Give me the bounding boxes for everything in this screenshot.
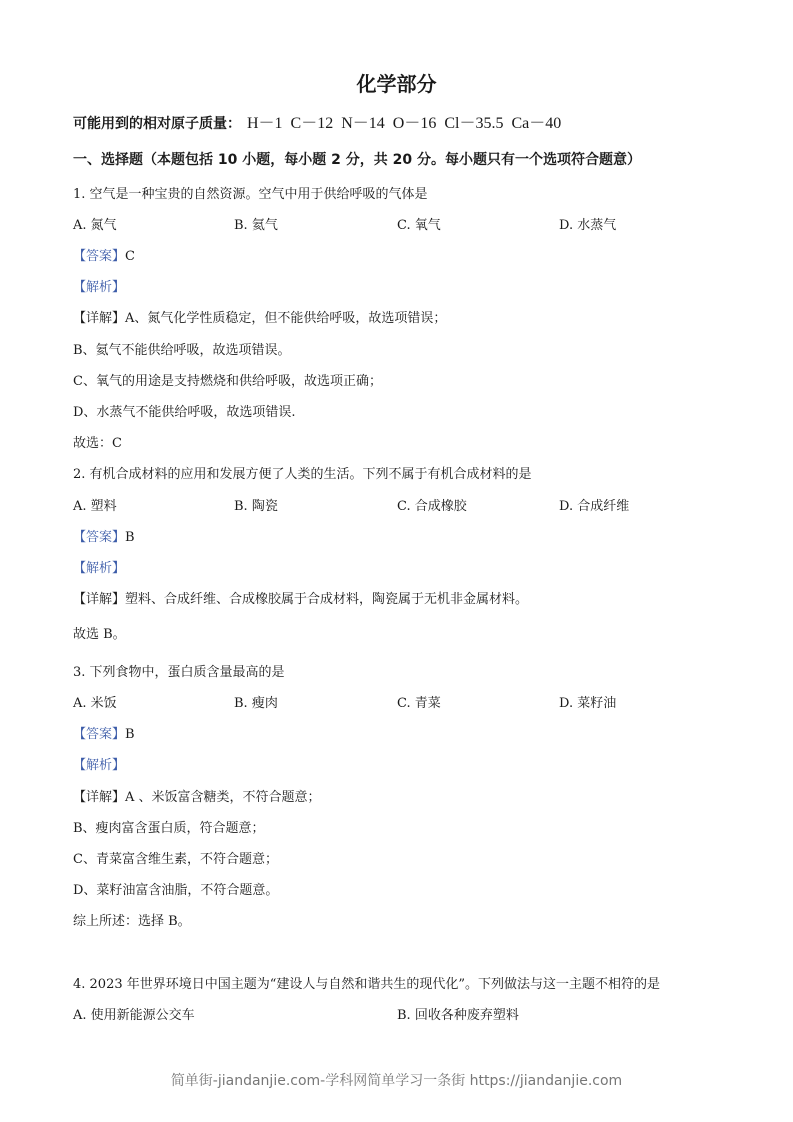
answer-tag: 【答案】 bbox=[73, 249, 126, 264]
q4-option-a: A. 使用新能源公交车 bbox=[73, 1008, 195, 1023]
atomic-masses-values: H－1 C－12 N－14 O－16 Cl－35.5 Ca－40 bbox=[247, 115, 562, 132]
q2-analysis-tag: 【解析】 bbox=[73, 561, 126, 576]
q3-detail-line: B、瘦肉富含蛋白质，符合题意； bbox=[73, 821, 265, 836]
q2-detail-text: 塑料、合成纤维、合成橡胶属于合成材料，陶瓷属于无机非金属材料。 bbox=[125, 592, 529, 607]
section-heading: 一、选择题（本题包括 10 小题，每小题 2 分，共 20 分。每小题只有一个选项符合题意） bbox=[73, 152, 641, 168]
q1-stem: 1. 空气是一种宝贵的自然资源。空气中用于供给呼吸的气体是 bbox=[73, 187, 428, 202]
q2-answer-value: B bbox=[125, 530, 135, 545]
q1-detail-text: A、氮气化学性质稳定，但不能供给呼吸，故选项错误； bbox=[125, 311, 447, 326]
detail-tag: 【详解】 bbox=[73, 311, 126, 326]
q3-option-c: C. 青菜 bbox=[397, 696, 441, 711]
detail-tag: 【详解】 bbox=[73, 592, 126, 607]
q3-stem: 3. 下列食物中，蛋白质含量最高的是 bbox=[73, 665, 285, 680]
q3-detail bbox=[73, 786, 321, 805]
q1-detail-line: D、水蒸气不能供给呼吸，故选项错误. bbox=[73, 405, 296, 420]
q1-answer bbox=[73, 245, 135, 264]
q4-stem: 4. 2023 年世界环境日中国主题为“建设人与自然和谐共生的现代化”。下列做法与这一主题不相符的是 bbox=[73, 977, 661, 992]
page-title: 化学部分 bbox=[356, 72, 437, 96]
q1-option-b: B. 氦气 bbox=[234, 218, 278, 233]
q2-stem: 2. 有机合成材料的应用和发展方便了人类的生活。下列不属于有机合成材料的是 bbox=[73, 467, 532, 482]
footer-watermark: 简单街-jiandanjie.com-学科网简单学习一条街 https://jiandanjie.com bbox=[170, 1073, 623, 1089]
answer-tag: 【答案】 bbox=[73, 727, 126, 742]
q3-option-a: A. 米饭 bbox=[73, 696, 117, 711]
q3-option-d: D. 菜籽油 bbox=[559, 696, 617, 711]
q2-option-a: A. 塑料 bbox=[73, 499, 117, 514]
q3-answer bbox=[73, 723, 135, 742]
q3-option-b: B. 瘦肉 bbox=[234, 696, 278, 711]
q3-answer-value: B bbox=[125, 727, 135, 742]
q3-detail-text: A 、米饭富含糖类，不符合题意； bbox=[125, 790, 321, 805]
q2-option-c: C. 合成橡胶 bbox=[397, 499, 467, 514]
q1-detail-line: C、氧气的用途是支持燃烧和供给呼吸，故选项正确； bbox=[73, 374, 382, 389]
q1-option-c: C. 氧气 bbox=[397, 218, 441, 233]
q2-answer bbox=[73, 526, 135, 545]
q3-conclusion: 综上所述：选择 B。 bbox=[73, 914, 191, 929]
q1-option-d: D. 水蒸气 bbox=[559, 218, 617, 233]
q4-option-b: B. 回收各种废弃塑料 bbox=[397, 1008, 519, 1023]
q1-analysis-tag: 【解析】 bbox=[73, 280, 126, 295]
q2-conclusion: 故选 B。 bbox=[73, 627, 126, 642]
q1-option-a: A. 氮气 bbox=[73, 218, 117, 233]
q3-detail-line: D、菜籽油富含油脂，不符合题意。 bbox=[73, 883, 279, 898]
q1-detail bbox=[73, 307, 446, 326]
q3-analysis-tag: 【解析】 bbox=[73, 758, 126, 773]
q1-answer-value: C bbox=[125, 249, 135, 264]
q1-conclusion: 故选：C bbox=[73, 436, 122, 451]
q2-option-b: B. 陶瓷 bbox=[234, 499, 278, 514]
answer-tag: 【答案】 bbox=[73, 530, 126, 545]
detail-tag: 【详解】 bbox=[73, 790, 126, 805]
atomic-masses bbox=[73, 110, 561, 133]
q2-detail bbox=[73, 588, 528, 607]
q2-option-d: D. 合成纤维 bbox=[559, 499, 630, 514]
q1-detail-line: B、氦气不能供给呼吸，故选项错误。 bbox=[73, 343, 291, 358]
q3-detail-line: C、青菜富含维生素，不符合题意； bbox=[73, 852, 278, 867]
atomic-masses-label: 可能用到的相对原子质量： bbox=[73, 116, 241, 132]
